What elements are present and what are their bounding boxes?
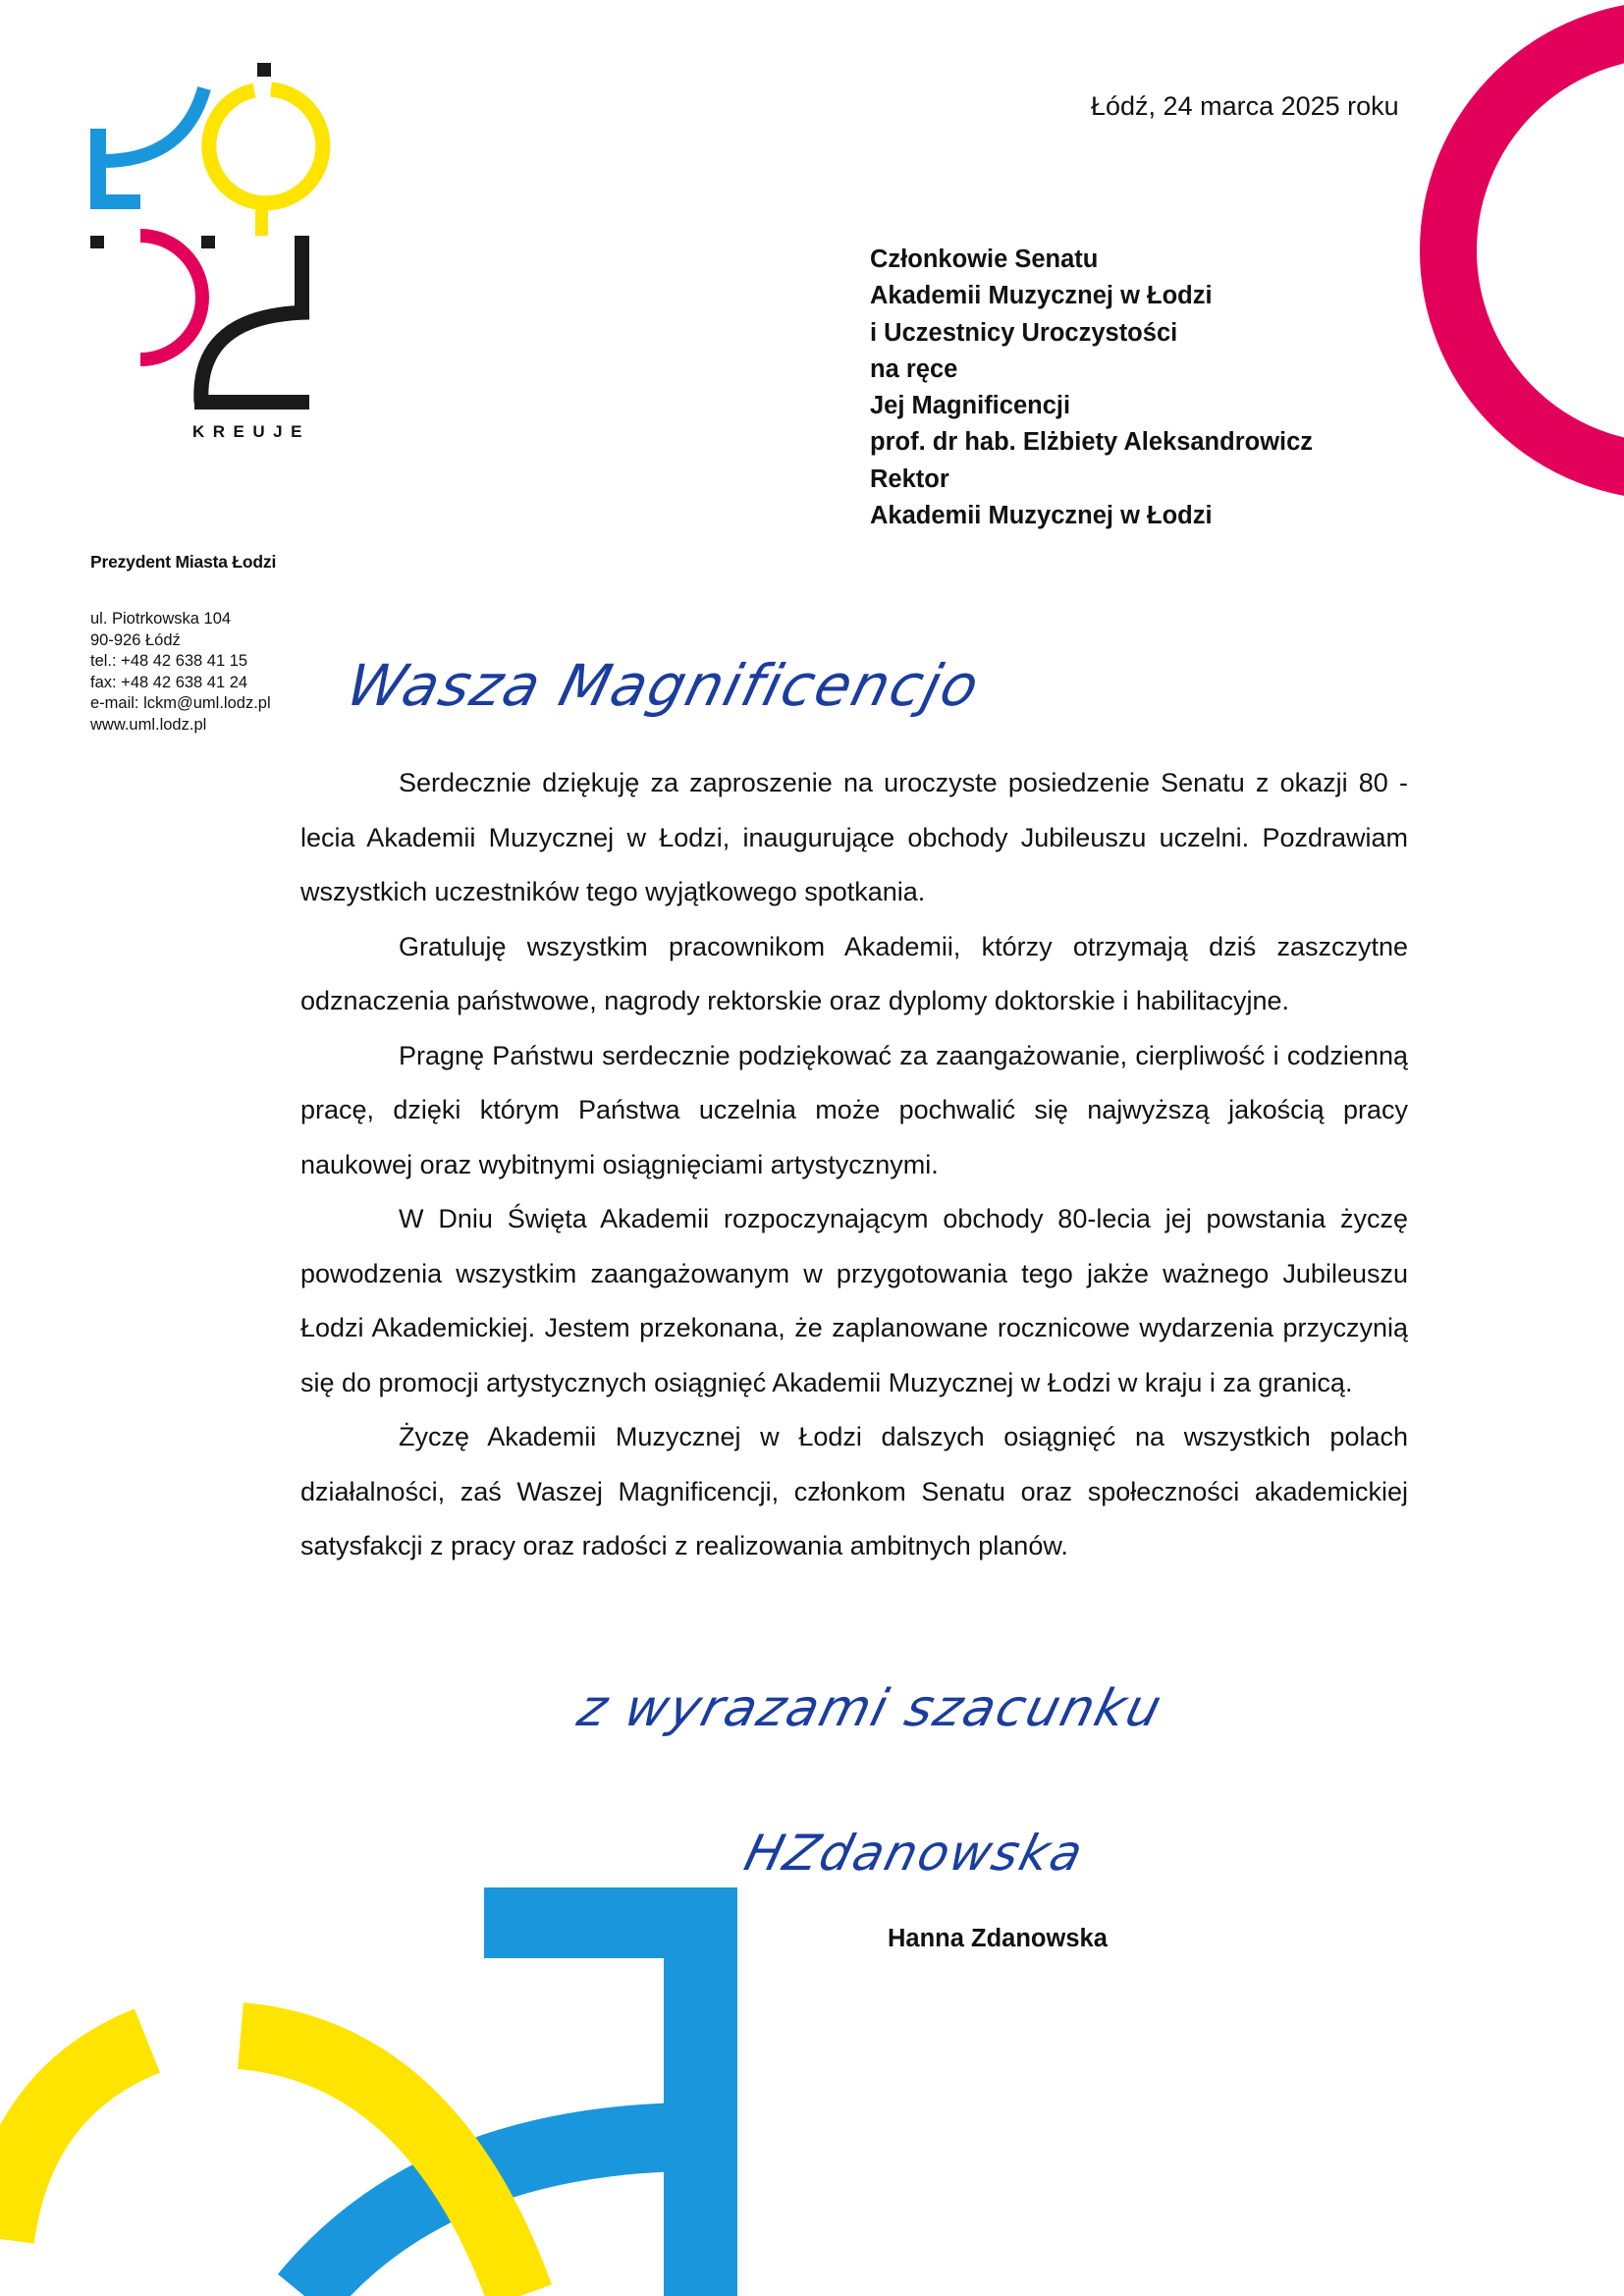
sender-email-link[interactable]: e-mail: lckm@uml.lodz.pl [90,694,271,712]
sender-organization: Prezydent Miasta Łodzi [90,552,277,572]
handwritten-signature: HZdanowska [738,1825,1091,1882]
addressee-line: prof. dr hab. Elżbiety Aleksandrowicz [870,428,1314,457]
sender-phone: tel.: +48 42 638 41 15 [90,652,248,670]
body-paragraph: W Dniu Święta Akademii rozpoczynającym obchody 80-lecia jej powstania życzę powodzenia wszystkim zaangażowanym w przygotowania tego jakże ważnego Jubileuszu Łodzi Akademickiej. Jestem przekonana, że zaplanowane rocznicowe wydarzenia przyczynią się do promocji artystycznych osiągnięć Akademii Muzycznej w Łodzi w kraju i za granicą. [300,1204,1408,1397]
sender-contact-block [90,609,271,736]
sender-street: ul. Piotrkowska 104 [90,610,232,628]
addressee-line: i Uczestnicy Uroczystości [870,318,1178,347]
handwritten-salutation: Wasza Magnificencjo [340,652,988,719]
handwritten-closing: z wyrazami szacunku [571,1679,1169,1738]
body-paragraph: Pragnę Państwu serdecznie podziękować za zaangażowanie, cierpliwość i codzienną pracę, dzięki którym Państwa uczelnia może pochwalić się najwyższą jakością pracy naukowej oraz wybitnymi osiągnięciami artystycznymi. [300,1040,1408,1179]
body-paragraph: Serdecznie dziękuję za zaproszenie na uroczyste posiedzenie Senatu z okazji 80 - lecia Akademii Muzycznej w Łodzi, inaugurujące obchody Jubileuszu uczelni. Pozdrawiam wszystkich uczestników tego wyjątkowego spotkania. [300,768,1408,906]
addressee-line: Członkowie Senatu [870,246,1099,273]
addressee-block [870,242,1313,534]
addressee-line: na ręce [870,355,958,383]
magenta-ring-ornament [1448,29,1624,471]
sender-website-link[interactable]: www.uml.lodz.pl [90,715,207,734]
body-paragraph: Gratuluję wszystkim pracownikom Akademii, którzy otrzymają dziś zaszczytne odznaczenia państwowe, nagrody rektorskie oraz dyplomy doktorskie i habilitacyjne. [300,931,1408,1015]
signer-name: Hanna Zdanowska [888,1925,1108,1952]
sender-postal-city: 90-926 Łódź [90,630,181,649]
addressee-line: Akademii Muzycznej w Łodzi [870,282,1213,310]
addressee-line: Jej Magnificencji [870,392,1071,420]
letter-date: Łódź, 24 marca 2025 roku [1091,91,1399,121]
sender-fax: fax: +48 42 638 41 24 [90,673,248,691]
addressee-line: Rektor [870,465,949,493]
letter-body [300,756,1408,1574]
bottom-ornament-graphics [0,1887,737,2296]
addressee-line: Akademii Muzycznej w Łodzi [870,502,1213,530]
lodz-logo-icon [90,63,323,410]
body-paragraph: Życzę Akademii Muzycznej w Łodzi dalszych osiągnięć na wszystkich polach działalności, zaś Waszej Magnificencji, członkom Senatu oraz społeczności akademickiej satysfakcji z pracy oraz radości z realizowania ambitnych planów. [300,1422,1408,1560]
logo-tagline: KREUJE [192,422,310,441]
